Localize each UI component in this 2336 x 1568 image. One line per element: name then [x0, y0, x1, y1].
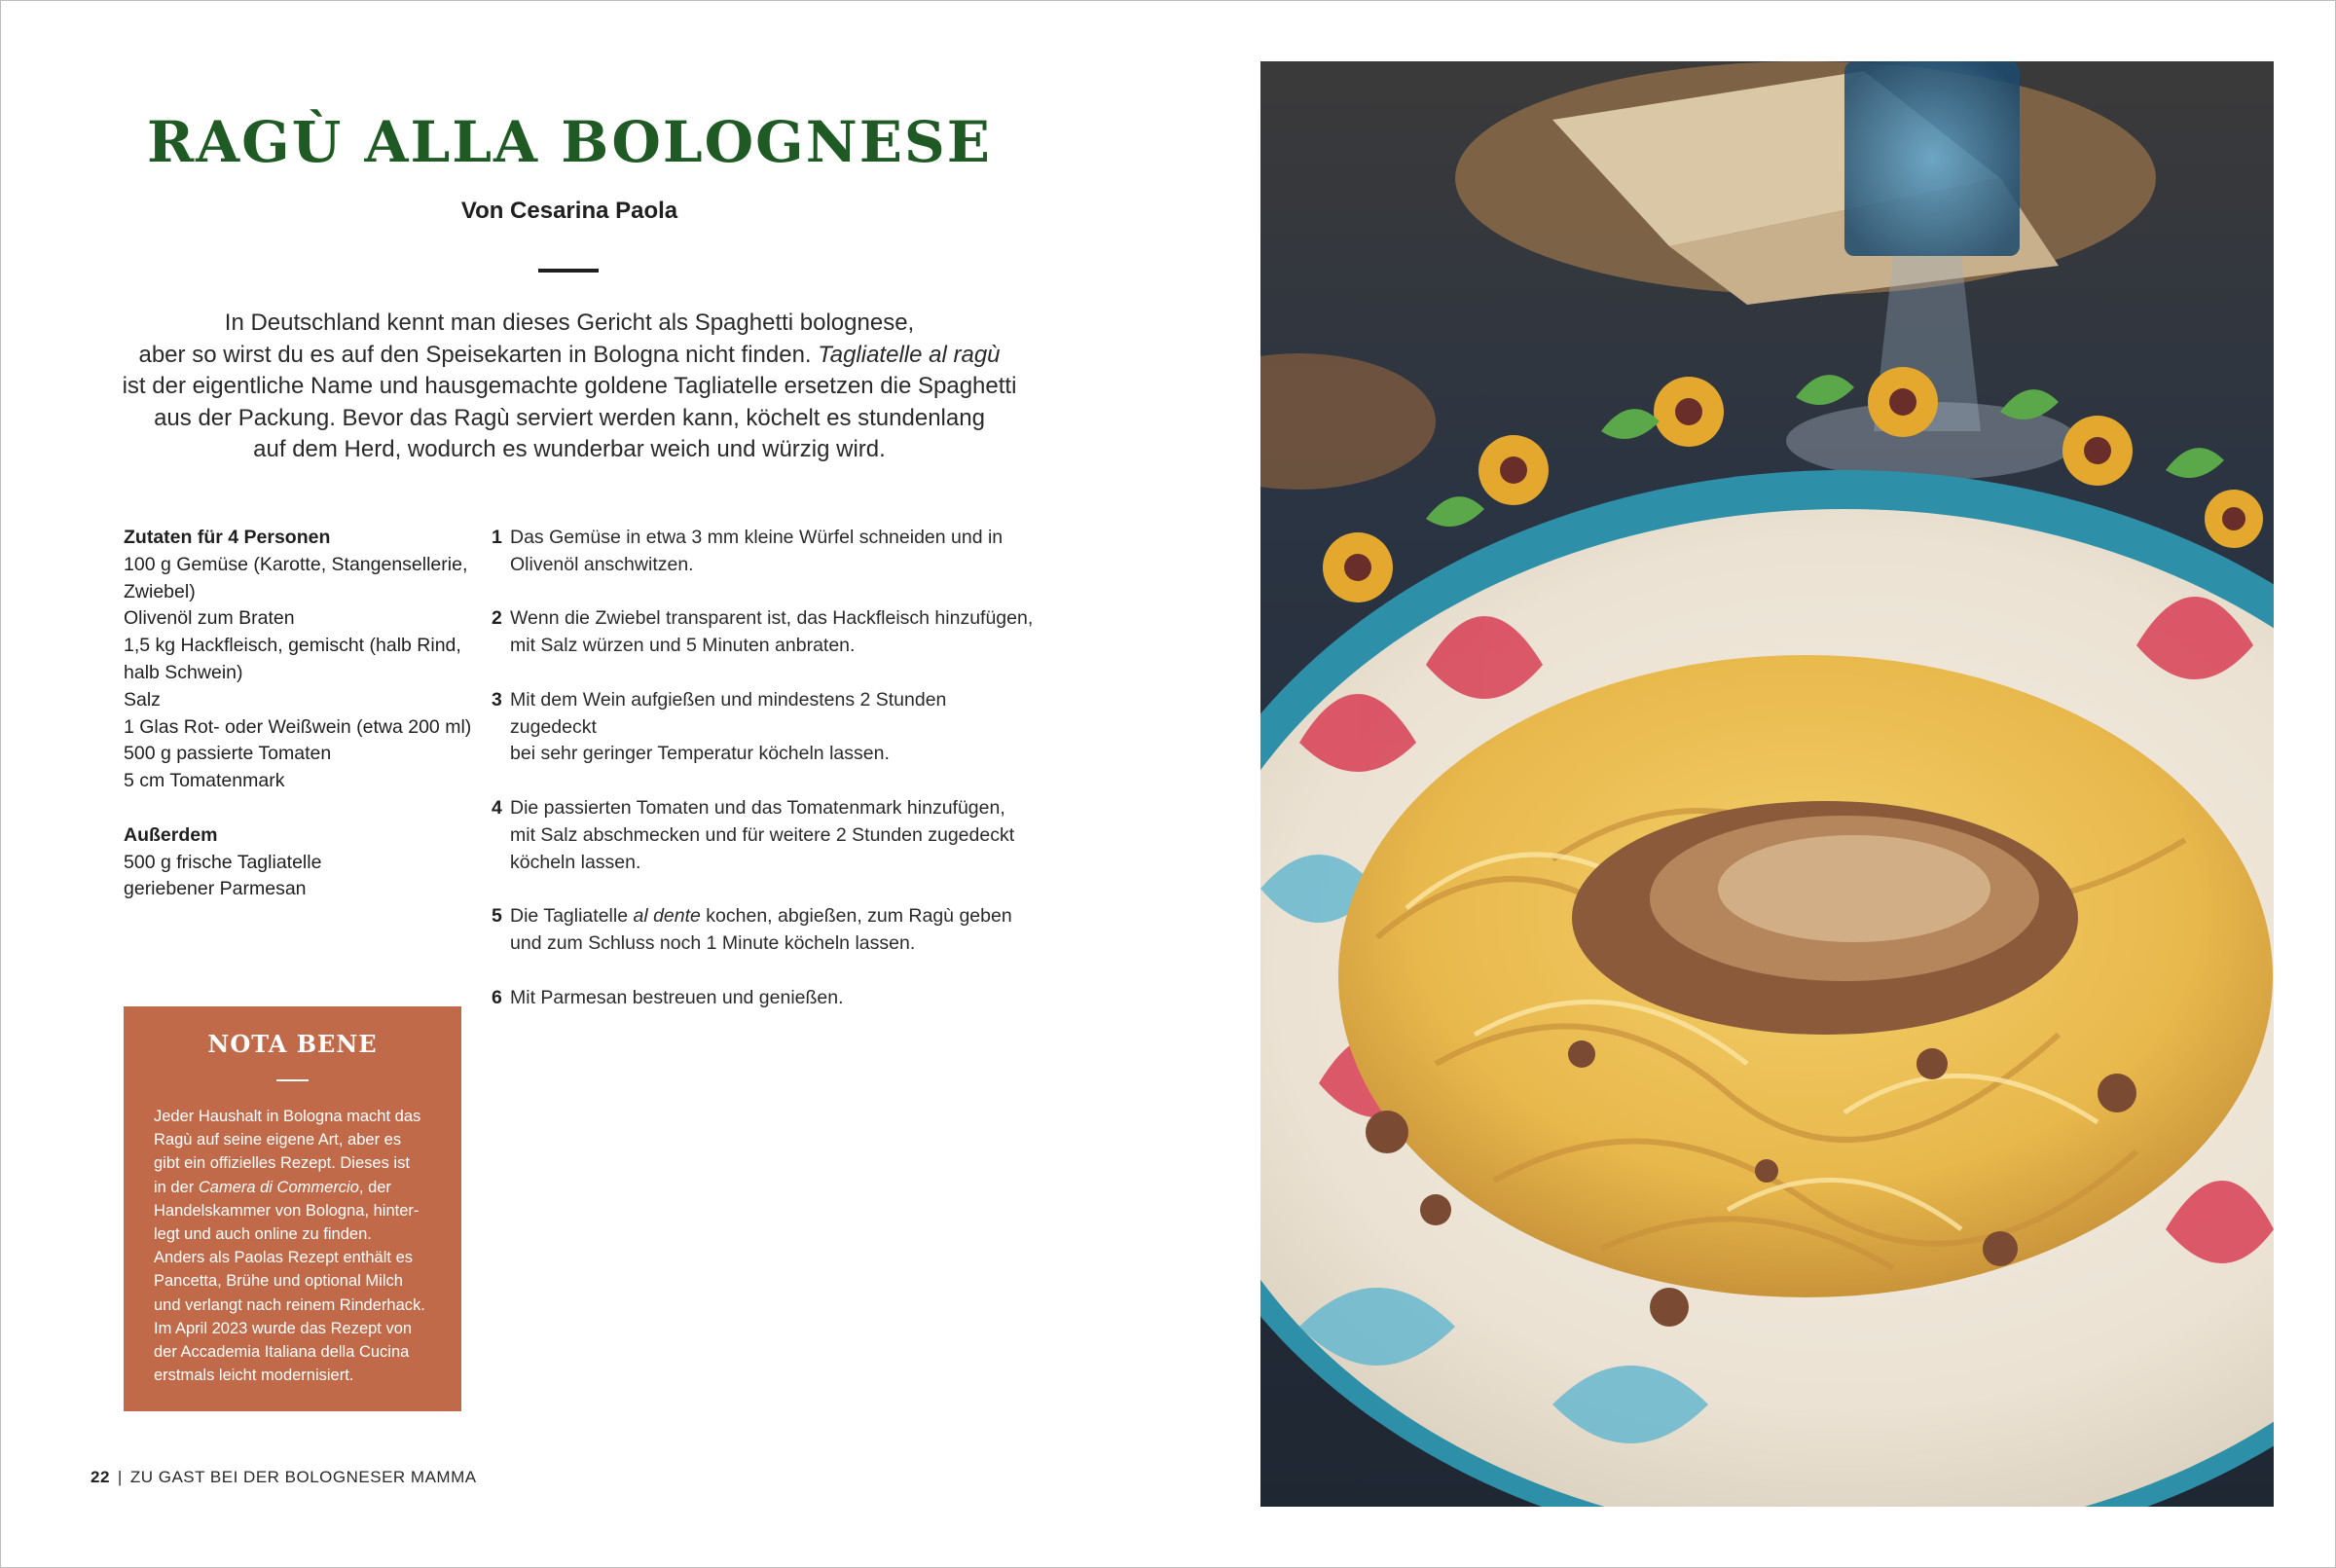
step — [492, 525, 1037, 579]
recipe-title — [117, 109, 1022, 175]
step-number: 1 — [492, 527, 502, 548]
intro-line: aus der Packung. Bevor das Ragù serviert werden kann, köchelt es stundenlang — [154, 404, 985, 431]
nota-line: der Accademia Italiana della Cucina — [154, 1343, 410, 1362]
ingredients-list — [124, 525, 474, 903]
page-number: 22 — [91, 1468, 110, 1486]
step-line: und zum Schluss noch 1 Minute köcheln lassen. — [510, 931, 916, 954]
nota-line: Handelskammer von Bologna, hinter- — [154, 1201, 420, 1220]
intro-italic: Tagliatelle al ragù — [818, 341, 1001, 368]
step-line: bei sehr geringer Temperatur köcheln lassen. — [510, 743, 890, 765]
title-divider — [538, 269, 599, 273]
nota-bene-title-text: NOTA BENE — [207, 1030, 378, 1058]
step-line: Die passierten Tomaten und das Tomatenmark hinzufügen, — [510, 796, 1005, 819]
step-number: 4 — [492, 796, 502, 819]
recipe-author: Von Cesarina Paola — [460, 198, 678, 224]
step-number: 2 — [492, 607, 502, 630]
step — [492, 795, 1037, 876]
ingredient-item: Zwiebel) — [124, 580, 196, 602]
ingredient-item: 1 Glas Rot- oder Weißwein (etwa 200 ml) — [124, 715, 472, 738]
nota-line: Pancetta, Brühe und optional Milch — [154, 1272, 403, 1291]
step-number: 5 — [492, 905, 502, 928]
nota-line: Anders als Paolas Rezept enthält es — [154, 1249, 413, 1267]
step-line: köcheln lassen. — [510, 851, 641, 873]
recipe-intro — [117, 308, 1022, 466]
step-line: mit Salz abschmecken und für weitere 2 Stunden zugedeckt — [510, 823, 1015, 846]
nota-text: in der — [154, 1178, 199, 1196]
step-italic: al dente — [633, 905, 701, 928]
pasta-photo — [1260, 61, 2274, 1507]
nota-italic: Camera di Commercio — [198, 1178, 359, 1196]
step — [492, 903, 1037, 958]
extra-heading: Außerdem — [124, 823, 218, 846]
ingredient-item: halb Schwein) — [124, 661, 243, 683]
pasta-photo-illustration — [1260, 61, 2274, 1507]
page-footer — [91, 1468, 477, 1487]
ingredient-item: Olivenöl zum Braten — [124, 607, 295, 630]
nota-line: gibt ein offizielles Rezept. Dieses ist — [154, 1154, 410, 1173]
step — [492, 985, 1037, 1012]
ingredient-item: Salz — [124, 688, 161, 711]
blue-glass — [1844, 61, 2020, 256]
ingredient-item: 500 g passierte Tomaten — [124, 743, 332, 765]
nota-text: , der — [358, 1178, 391, 1196]
ingredients-heading: Zutaten für 4 Personen — [124, 527, 331, 548]
nota-line: und verlangt nach reinem Rinderhack. — [154, 1295, 425, 1314]
nota-line: Ragù auf seine eigene Art, aber es — [154, 1131, 402, 1149]
ingredient-item: 5 cm Tomatenmark — [124, 770, 285, 792]
nota-bene-divider — [276, 1079, 309, 1081]
intro-line: auf dem Herd, wodurch es wunderbar weich und würzig wird. — [253, 436, 886, 462]
footer-separator: | — [117, 1468, 123, 1486]
extra-item: geriebener Parmesan — [124, 878, 307, 900]
nota-line: erstmals leicht modernisiert. — [154, 1367, 354, 1385]
step-line: Das Gemüse in etwa 3 mm kleine Würfel schneiden und in — [510, 527, 1004, 548]
ingredient-item: 1,5 kg Hackfleisch, gemischt (halb Rind, — [124, 635, 461, 657]
step-number: 6 — [492, 986, 502, 1008]
step-line: Mit dem Wein aufgießen und mindestens 2 Stunden zugedeckt — [510, 688, 947, 738]
intro-line-text: aber so wirst du es auf den Speisekarten in Bologna nicht finden. — [138, 341, 812, 368]
parmesan-highlight — [1718, 835, 1990, 942]
steps-list — [492, 525, 1037, 1039]
step-line: mit Salz würzen und 5 Minuten anbraten. — [510, 635, 856, 657]
step-text: Die Tagliatelle — [510, 905, 634, 928]
ingredient-item: 100 g Gemüse (Karotte, Stangensellerie, — [124, 553, 468, 575]
step — [492, 605, 1037, 660]
nota-bene-text — [154, 1105, 446, 1387]
step-line — [510, 903, 1037, 930]
step-text: kochen, abgießen, zum Ragù geben — [700, 905, 1012, 928]
chapter-title: ZU GAST BEI DER BOLOGNESER MAMMA — [129, 1468, 477, 1486]
intro-line: In Deutschland kennt man dieses Gericht als Spaghetti bolognese, — [224, 310, 915, 336]
nota-line: legt und auch online zu finden. — [154, 1225, 372, 1244]
step-line: Olivenöl anschwitzen. — [510, 553, 694, 575]
step-line: Wenn die Zwiebel transparent ist, das Hackfleisch hinzufügen, — [510, 607, 1034, 630]
nota-bene-box — [124, 1006, 461, 1411]
nota-bene-title — [124, 1030, 461, 1058]
nota-line: Jeder Haushalt in Bologna macht das — [154, 1108, 421, 1125]
nota-line: Im April 2023 wurde das Rezept von — [154, 1319, 413, 1337]
intro-line — [117, 340, 1022, 372]
ingredients-spacer — [124, 795, 474, 822]
recipe-title-text: RAGÙ ALLA BOLOGNESE — [146, 109, 993, 175]
step-number: 3 — [492, 688, 502, 711]
nota-line — [154, 1176, 446, 1199]
step — [492, 687, 1037, 768]
extra-item: 500 g frische Tagliatelle — [124, 851, 322, 873]
intro-line: ist der eigentliche Name und hausgemachte goldene Tagliatelle ersetzen die Spaghetti — [122, 373, 1017, 399]
step-line: Mit Parmesan bestreuen und genießen. — [510, 986, 844, 1008]
